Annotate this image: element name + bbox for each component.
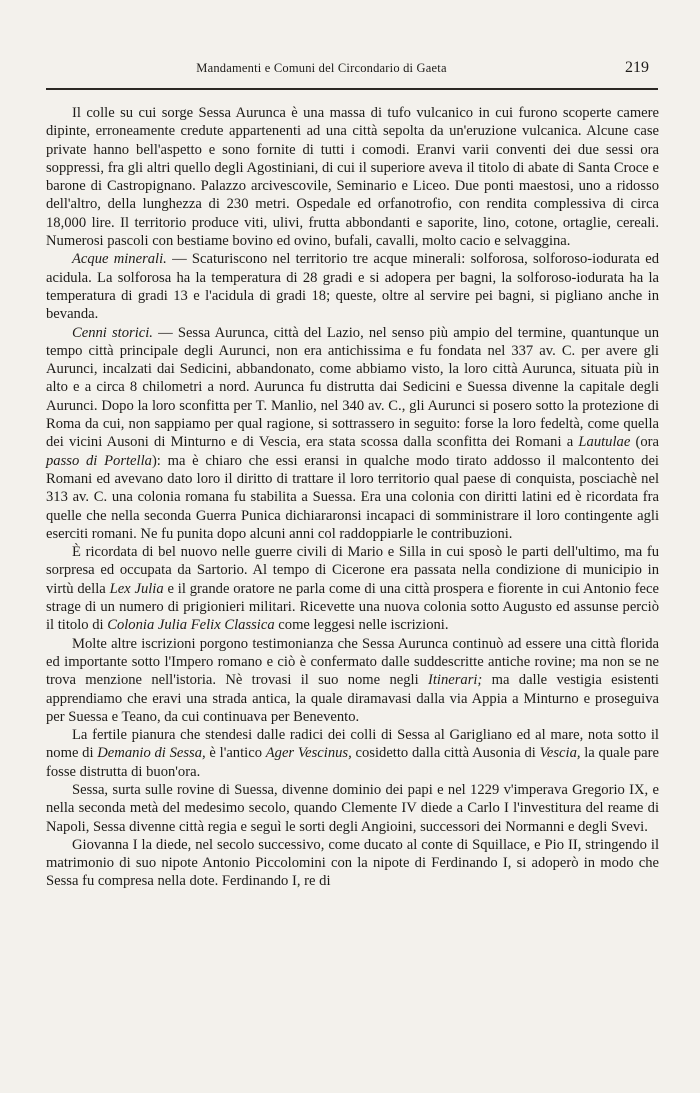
- paragraph-text: È ricordata di bel nuovo nelle guerre civili di Mario e Silla in cui sposò le parti dell'ultimo, ma fu sorpresa ed occupata da Sartorio. Al tempo di Cicerone era passata nella condizione di municipio in virtù della: [46, 544, 659, 597]
- paragraph-text: Molte altre iscrizioni porgono testimonianza che Sessa Aurunca continuò ad essere una città florida ed importante sotto l'Impero romano e ciò è confermato dalle suddescritte antiche rovine; ma non se ne trova menzione nell'istoria. Nè trovasi il suo nome negli: [46, 635, 659, 689]
- paragraph-text: — Scaturiscono nel territorio tre acque minerali: solforosa, solforoso-iodurata ed acidula. La solforosa ha la temperatura di 28 gradi e si adopera per bagni, la solforoso-iodurata ha la temperatura di gradi 13 e l'acidula di gradi 18; queste, oltre al servire pei bagni, si pigliano anche in bevanda.: [46, 251, 660, 323]
- paragraph-text: ma dalle vestigia esistenti apprendiamo che eravi una strada antica, la quale diramavasi dalla via Appia a Minturno e proseguiva per Suessa e Teano, da cui continuava per Benevento.: [46, 672, 659, 725]
- running-head: [48, 60, 655, 82]
- italic-term: Lex Julia: [109, 580, 164, 597]
- page-number: 219: [625, 59, 649, 76]
- paragraph-text: Il colle su cui sorge Sessa Aurunca è una massa di tufo vulcanico in cui furono scoperte camere dipinte, erroneamente credute appartenenti ad una città sepolta da un'eruzione vulcanica. Alcune case private hanno bell'aspetto e sono fornite di tutti i comodi. Eranvi varii conventi dei due sessi ora soppressi, fra gli altri quello degli Agostiniani, di cui il superiore aveva il titolo di abate di Santa Croce e barone di Castropignano. Palazzo arcivescovile, Seminario e Liceo. Due ponti maestosi, uno a ridosso dell'altro, della lunghezza di 230 metri. Ospedale ed orfanotrofio, con rendita complessiva di circa 18,000 lire. Il territorio produce viti, ulivi, frutta abbondanti e saporite, lino, cotone, ortaglie, cereali. Numerosi pascoli con bestiame bovino ed ovino, bufali, cavalli, molto cacio e selvaggina.: [46, 105, 659, 250]
- italic-term: Vescia,: [539, 745, 581, 762]
- paragraph-text: e il grande oratore ne parla come di una città prospera e fiorente in cui Antonio fece strage di un numero di prigionieri militari. Ricevette una nuova colonia sotto Augusto ed assunse perciò il titolo di: [46, 580, 659, 634]
- paragraph-text: Giovanna I la diede, nel secolo successivo, come ducato al conte di Squillace, e Pio II, stringendo il matrimonio di suo nipote Antonio Piccolomini con la nipote di Ferdinando I, si adoperò in modo che Sessa fu compresa nella dote. Ferdinando I, re di: [46, 836, 659, 890]
- italic-term: Ager Vescinus,: [265, 745, 352, 762]
- paragraph-text: Sessa, surta sulle rovine di Suessa, divenne dominio dei papi e nel 1229 v'imperava Gregorio IX, e nella seconda metà del medesimo secolo, quando Clemente IV diede a Carlo I l'investitura del reame di Napoli, Sessa divenne città regia e seguì le sorti degli Angioini, successori dei Normanni e degli Svevi.: [46, 781, 659, 835]
- paragraph-mineral-waters: [46, 250, 659, 323]
- paragraph-plain: [46, 726, 659, 781]
- italic-term: Lautulae: [578, 434, 631, 451]
- italic-term: Itinerari;: [427, 672, 483, 689]
- section-heading-acque-minerali: Acque minerali.: [72, 251, 167, 268]
- paragraph-text: ): ma è chiaro che essi eransi in qualche modo tirato addosso il malcontento dei Romani ed avevano dato loro il diritto di trattare il loro territorio qual paese di conquista, posciachè nel 313 av. C. una colonia romana fu stabilita a Suessa. Era una colonia con diritti latini ed è ricordata fra quelle che nella seconda Guerra Punica dichiararonsi incapaci di somministrare il loro contingente agli eserciti romani. Ne fu punita dopo alcuni anni col raddoppiarle le contribuzioni.: [46, 452, 659, 542]
- paragraph-text: è l'antico: [205, 745, 266, 762]
- running-title: Mandamenti e Comuni del Circondario di Gaeta: [196, 61, 447, 75]
- paragraph-giovanna: [46, 836, 659, 891]
- header-rule: [46, 88, 658, 90]
- section-heading-cenni-storici: Cenni storici.: [72, 324, 153, 341]
- paragraph-text: cosidetto dalla città Ausonia di: [351, 745, 540, 762]
- paragraph-description: [46, 104, 659, 250]
- paragraph-text: (ora: [630, 434, 659, 451]
- paragraph-text: — Sessa Aurunca, città del Lazio, nel senso più ampio del termine, quantunque un tempo città principale degli Aurunci, non era antichissima e fu fondata nel 337 av. C. per avere gli Aurunci, incalzati dai Sedicini, abbandonato, come abbiamo visto, la loro città Aurunca, situata più in alto e a circa 8 chilometri a nord. Aurunca fu distrutta dai Sedicini e Suessa divenne la capitale degli Aurunci. Dopo la loro sconfitta per T. Manlio, nel 340 av. C., gli Aurunci si posero sotto la protezione di Roma da cui, non sappiamo per qual ragione, si sottrassero in seguito: forse la loro fedeltà, come quella dei vicini Ausoni di Minturno e di Vescia, era stata scossa dalla sconfitta dei Romani a: [46, 324, 659, 451]
- paragraph-civil-wars: [46, 543, 659, 634]
- italic-term: Colonia Julia Felix Classica: [107, 617, 275, 634]
- paragraph-text: come leggesi nelle iscrizioni.: [274, 617, 449, 634]
- paragraph-papacy: [46, 781, 659, 836]
- body-text: [46, 104, 659, 891]
- paragraph-history: [46, 324, 659, 544]
- italic-term: Demanio di Sessa,: [97, 745, 206, 762]
- paragraph-inscriptions: [46, 635, 659, 726]
- italic-term: passo di Portella: [46, 452, 152, 469]
- paragraph-text: la quale pare fosse distrutta di buon'ora.: [46, 745, 659, 780]
- paragraph-text: La fertile pianura che stendesi dalle radici dei colli di Sessa al Garigliano ed al mare, nota sotto il nome di: [46, 727, 659, 762]
